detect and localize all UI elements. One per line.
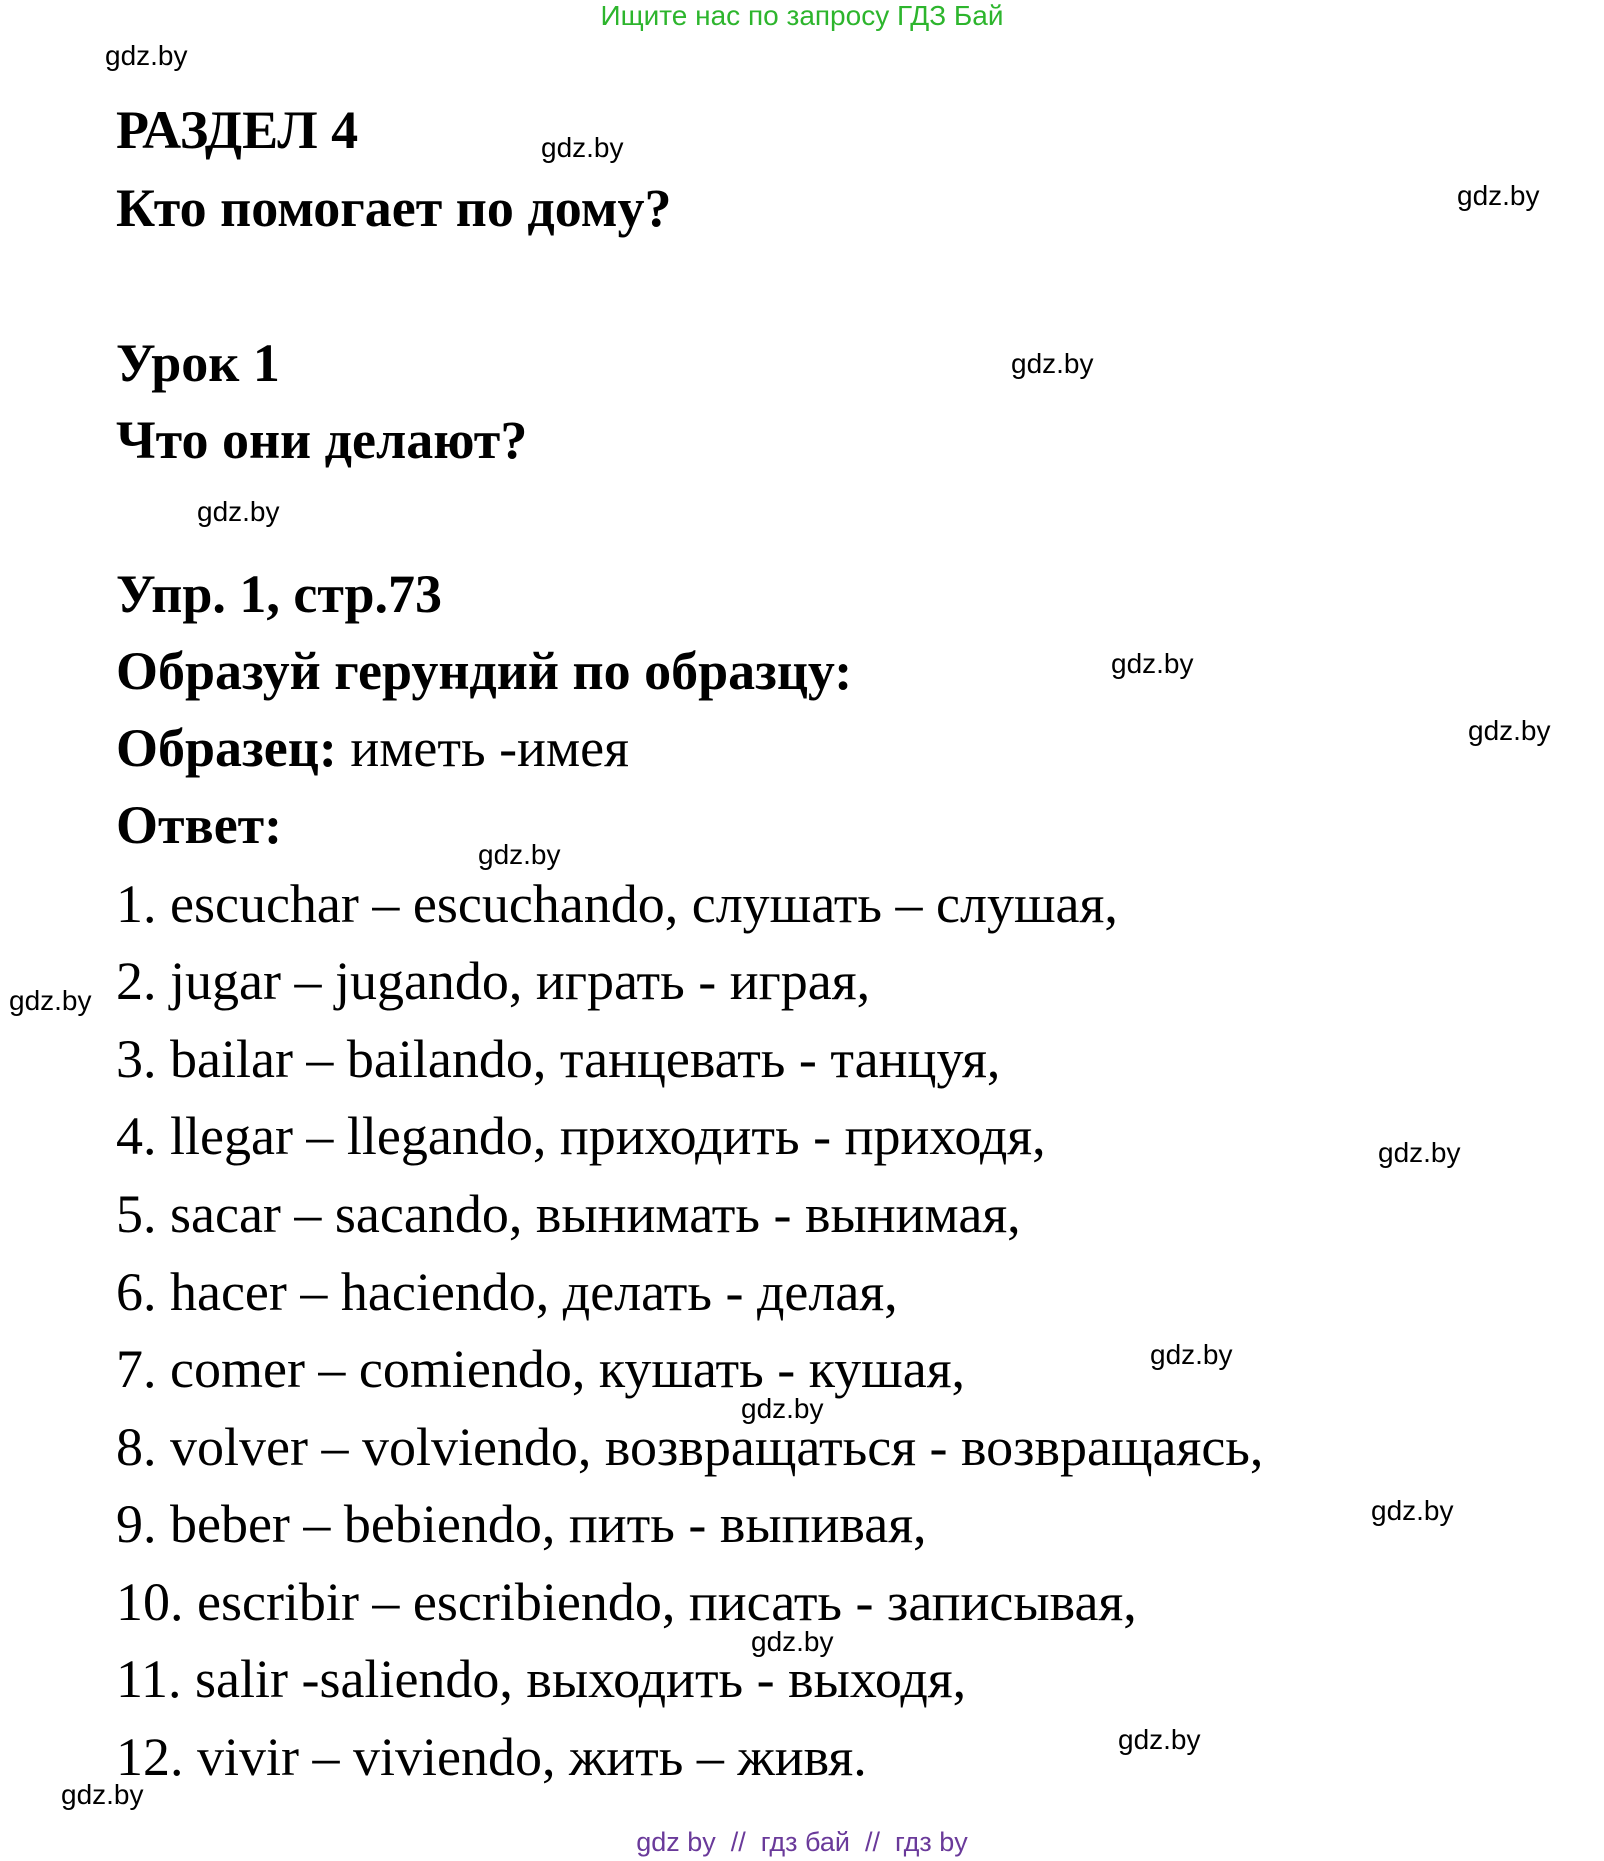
watermark: gdz.by <box>197 496 280 527</box>
answer-line-10: 10. escribir – escribiendo, писать - записывая, <box>116 1572 1137 1632</box>
answer-line-2: 2. jugar – jugando, играть - играя, <box>116 951 871 1011</box>
sample-label: Образец: <box>116 718 337 778</box>
exercise-title: Упр. 1, стр.73 <box>116 564 443 624</box>
lesson-subtitle: Что они делают? <box>116 410 528 470</box>
watermark: gdz.by <box>1371 1495 1454 1526</box>
answer-line-9: 9. beber – bebiendo, пить - выпивая, <box>116 1494 927 1554</box>
watermark: gdz.by <box>105 40 188 71</box>
watermark: gdz.by <box>751 1626 834 1657</box>
answer-line-11: 11. salir -saliendo, выходить - выходя, <box>116 1649 967 1709</box>
answer-line-12: 12. vivir – viviendo, жить – живя. <box>116 1727 867 1787</box>
sample-text: иметь -имея <box>336 718 629 778</box>
answer-line-7: 7. comer – comiendo, кушать - кушая, <box>116 1339 966 1399</box>
answer-line-3: 3. bailar – bailando, танцевать - танцуя, <box>116 1029 1001 1089</box>
watermark: gdz.by <box>61 1779 144 1810</box>
watermark: gdz.by <box>541 132 624 163</box>
task-text: Образуй герундий по образцу: <box>116 641 853 701</box>
answer-line-6: 6. hacer – haciendo, делать - делая, <box>116 1262 898 1322</box>
sample-line <box>116 718 629 778</box>
section-title: РАЗДЕЛ 4 <box>116 100 359 160</box>
watermark: gdz.by <box>1468 715 1551 746</box>
answer-line-1: 1. escuchar – escuchando, слушать – слушая, <box>116 874 1118 934</box>
watermark: gdz.by <box>1150 1339 1233 1370</box>
answer-label: Ответ: <box>116 795 283 855</box>
lesson-title: Урок 1 <box>116 333 280 393</box>
answer-line-5: 5. sacar – sacando, вынимать - вынимая, <box>116 1184 1021 1244</box>
watermark: gdz.by <box>1457 180 1540 211</box>
bottom-banner: gdz by // гдз бай // гдз by <box>636 1827 968 1857</box>
top-banner: Ищите нас по запросу ГДЗ Бай <box>600 0 1004 31</box>
watermark: gdz.by <box>478 839 561 870</box>
watermark: gdz.by <box>1118 1724 1201 1755</box>
watermark: gdz.by <box>1011 348 1094 379</box>
answer-line-4: 4. llegar – llegando, приходить - приходя, <box>116 1106 1046 1166</box>
watermark: gdz.by <box>1378 1137 1461 1168</box>
watermark: gdz.by <box>9 985 92 1016</box>
section-subtitle: Кто помогает по дому? <box>116 178 672 238</box>
answer-line-8: 8. volver – volviendo, возвращаться - возвращаясь, <box>116 1417 1264 1477</box>
watermark: gdz.by <box>741 1393 824 1424</box>
watermark: gdz.by <box>1111 648 1194 679</box>
